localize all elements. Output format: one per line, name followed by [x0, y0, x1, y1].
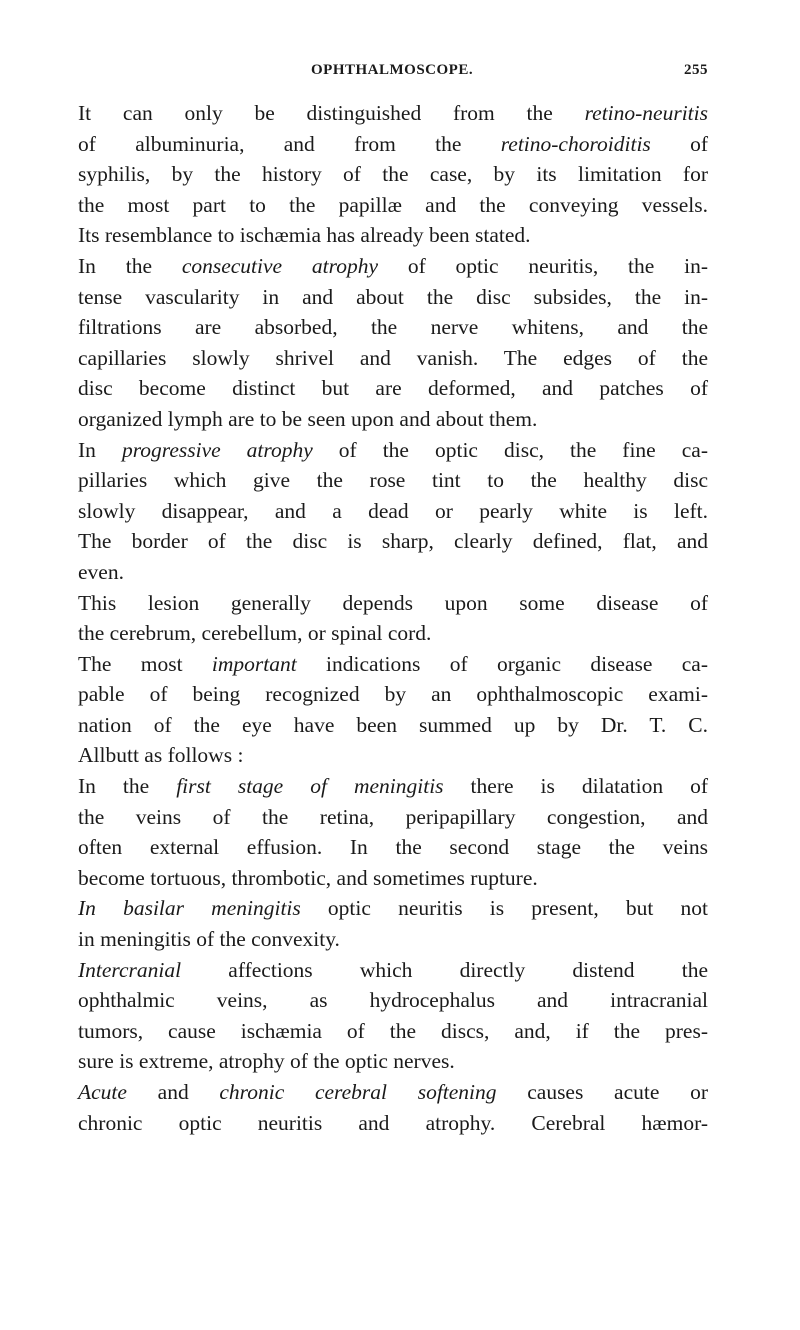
- text-segment: This lesion generally depends upon some disease of: [78, 590, 708, 615]
- italic-term: Intercranial: [78, 957, 182, 982]
- text-line: [78, 771, 708, 802]
- text-segment: ophthalmic veins, as hydrocephalus and intracranial: [78, 988, 708, 1013]
- text-segment: of optic neuritis, the in-: [378, 253, 708, 278]
- text-line: [78, 159, 708, 190]
- text-segment: The border of the disc is sharp, clearly defined, flat, and: [78, 529, 708, 554]
- italic-term: chronic cerebral softening: [219, 1080, 497, 1104]
- italic-term: first stage of meningitis: [176, 774, 444, 799]
- text-segment: optic neuritis is present, but not: [300, 896, 708, 921]
- text-segment: It can only be distinguished from the: [78, 101, 585, 125]
- text-segment: The most: [78, 651, 212, 676]
- text-line: [78, 312, 708, 343]
- running-head: [78, 58, 708, 98]
- text-segment: organized lymph are to be seen upon and about them.: [78, 406, 538, 431]
- text-segment: syphilis, by the history of the case, by its limitation for: [78, 162, 708, 187]
- text-line: [78, 863, 708, 894]
- text-line: [78, 832, 708, 863]
- text-segment: the cerebrum, cerebellum, or spinal cord.: [78, 621, 432, 646]
- text-segment: nation of the eye have been summed up by Dr. T. C.: [78, 712, 708, 737]
- body-text: [78, 98, 708, 1138]
- text-line: [78, 404, 708, 435]
- text-segment: even.: [78, 559, 124, 584]
- text-line: [78, 618, 708, 649]
- text-segment: slowly disappear, and a dead or pearly white is left.: [78, 498, 708, 523]
- text-segment: Its resemblance to ischæmia has already been stated.: [78, 223, 531, 248]
- text-line: [78, 924, 708, 955]
- text-segment: in meningitis of the convexity.: [78, 927, 340, 952]
- text-segment: tense vascularity in and about the disc subsides, the in-: [78, 284, 708, 309]
- text-line: [78, 893, 708, 924]
- text-line: [78, 526, 708, 557]
- text-segment: often external effusion. In the second stage the veins: [78, 835, 708, 860]
- text-segment: disc become distinct but are deformed, and patches of: [78, 376, 708, 401]
- text-segment: Allbutt as follows :: [78, 743, 244, 768]
- text-line: [78, 649, 708, 680]
- text-segment: pable of being recognized by an ophthalmoscopic exami-: [78, 682, 708, 707]
- text-line: [78, 679, 708, 710]
- text-line: [78, 343, 708, 374]
- text-segment: pillaries which give the rose tint to the healthy disc: [78, 468, 708, 493]
- text-line: [78, 1108, 708, 1139]
- text-segment: In the: [78, 774, 177, 799]
- text-segment: In: [78, 437, 122, 462]
- italic-term: consecutive atrophy: [181, 253, 378, 278]
- text-line: [78, 282, 708, 313]
- text-line: [78, 98, 708, 129]
- text-line: [78, 740, 708, 771]
- text-line: [78, 985, 708, 1016]
- text-segment: of albuminuria, and from the: [78, 131, 501, 156]
- book-page: [78, 58, 708, 1138]
- text-line: [78, 1016, 708, 1047]
- text-segment: filtrations are absorbed, the nerve whitens, and the: [78, 315, 708, 340]
- text-line: [78, 710, 708, 741]
- text-segment: capillaries slowly shrivel and vanish. The edges of the: [78, 345, 708, 370]
- italic-term: In basilar meningitis: [78, 896, 301, 921]
- text-segment: tumors, cause ischæmia of the discs, and, if the pres-: [78, 1018, 708, 1043]
- text-line: [78, 955, 708, 986]
- running-title: OPHTHALMOSCOPE.: [311, 62, 474, 78]
- text-line: [78, 1046, 708, 1077]
- text-segment: sure is extreme, atrophy of the optic nerves.: [78, 1049, 455, 1074]
- text-segment: there is dilatation of: [443, 774, 708, 799]
- text-segment: the veins of the retina, peripapillary congestion, and: [78, 804, 708, 829]
- text-line: [78, 251, 708, 282]
- text-segment: In the: [78, 253, 182, 278]
- text-line: [78, 465, 708, 496]
- italic-term: retino-choroiditis: [500, 131, 651, 156]
- italic-term: important: [211, 651, 297, 676]
- text-segment: and: [126, 1080, 220, 1104]
- italic-term: progressive atrophy: [121, 437, 313, 462]
- text-segment: of the optic disc, the fine ca-: [312, 437, 708, 462]
- text-line: [78, 373, 708, 404]
- text-segment: chronic optic neuritis and atrophy. Cerebral hæmor-: [78, 1110, 708, 1135]
- text-segment: causes acute or: [496, 1080, 708, 1104]
- text-segment: affections which directly distend the: [181, 957, 708, 982]
- text-line: [78, 220, 708, 251]
- text-segment: of: [650, 131, 708, 156]
- text-line: [78, 1077, 708, 1108]
- text-segment: the most part to the papillæ and the conveying vessels.: [78, 192, 708, 217]
- italic-term: retino-neuritis: [584, 101, 708, 125]
- text-line: [78, 129, 708, 160]
- text-line: [78, 190, 708, 221]
- page-number: 255: [684, 62, 708, 78]
- text-segment: indications of organic disease ca-: [296, 651, 708, 676]
- text-line: [78, 557, 708, 588]
- text-segment: become tortuous, thrombotic, and sometimes rupture.: [78, 865, 538, 890]
- text-line: [78, 496, 708, 527]
- text-line: [78, 802, 708, 833]
- italic-term: Acute: [78, 1080, 127, 1104]
- text-line: [78, 588, 708, 619]
- text-line: [78, 435, 708, 466]
